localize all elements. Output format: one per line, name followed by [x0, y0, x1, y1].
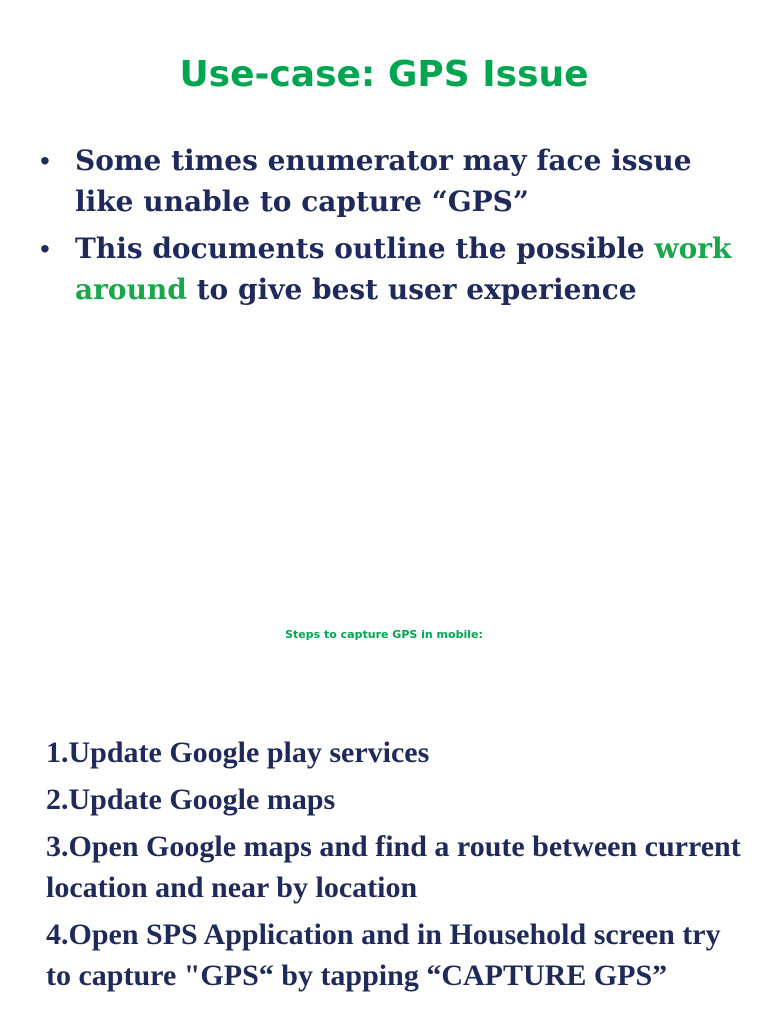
- steps-heading: Steps to capture GPS in mobile:: [285, 628, 483, 641]
- bullet-item: [40, 140, 750, 222]
- bullet-text: Some times enumerator may face issue like unable to capture “GPS”: [75, 144, 692, 218]
- bullet-text-after: to give best user experience: [186, 273, 637, 306]
- steps-list: [46, 732, 746, 1002]
- step-item: 2.Update Google maps: [46, 783, 336, 816]
- bullet-item: [40, 228, 750, 310]
- highlighted-text: work around: [75, 232, 732, 306]
- bullet-list: [40, 140, 750, 316]
- step-item: 1.Update Google play services: [46, 736, 430, 769]
- step-item: 3.Open Google maps and find a route between current location and near by location: [46, 830, 741, 904]
- slide-title: Use-case: GPS Issue: [179, 54, 589, 95]
- bullet-marker: •: [40, 145, 50, 176]
- bullet-text-before: This documents outline the possible: [75, 232, 655, 265]
- bullet-marker: •: [40, 233, 50, 264]
- step-item: 4.Open SPS Application and in Household screen try to capture "GPS“ by tapping “CAPTURE GPS”: [46, 918, 721, 992]
